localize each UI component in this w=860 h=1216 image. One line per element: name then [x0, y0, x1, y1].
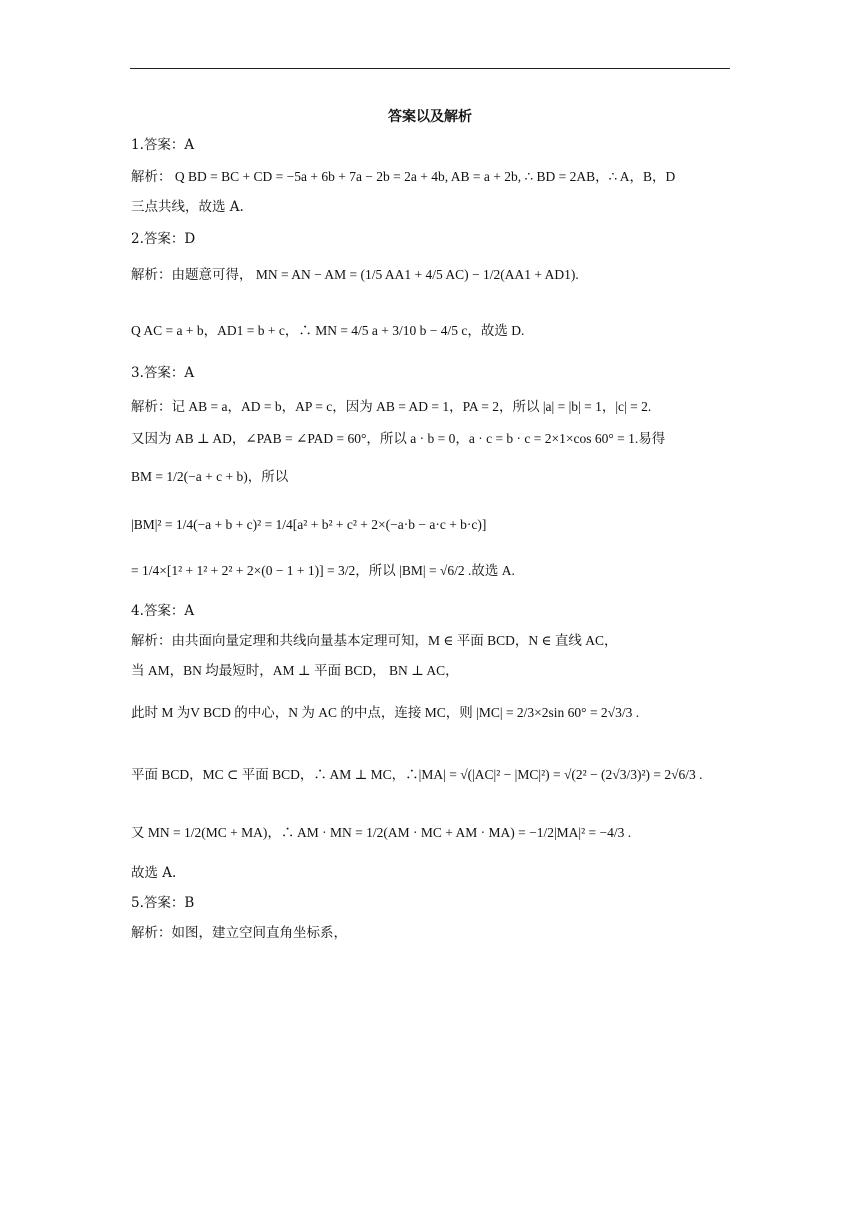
q1-solution-line1 [131, 168, 675, 186]
q2-line1-equation: MN = AN − AM = (1/5 AA1 + 4/5 AC) − 1/2(AA1 + AD1). [255, 267, 579, 282]
page-title: 答案以及解析 [388, 109, 472, 125]
q1-equation: Q BD = BC + CD = −5a + 6b + 7a − 2b = 2a + 4b, AB = a + 2b, ∴ BD = 2AB [174, 169, 596, 184]
q1-solution-line2: 三点共线，故选 A. [131, 199, 244, 215]
q2-solution-line2 [131, 322, 524, 340]
q3-solution-line1: 解析：记 AB = a，AD = b，AP = c，因为 AB = AD = 1，PA = 2，所以 |a| = |b| = 1，|c| = 2. [131, 399, 652, 414]
q2-solution-line1 [131, 266, 579, 284]
q4-solution-line4: 平面 BCD，MC ⊂ 平面 BCD，∴ AM ⊥ MC，∴|MA| = √(|AC|² − |MC|²) = √(2² − (2√3/3)²) = 2√6/3 . [131, 767, 703, 782]
header-rule [130, 68, 730, 69]
q3-line5-tail: ，所以 |BM| = √6/2 .故选 A. [355, 563, 515, 578]
q3-line3-tail: ，所以 [247, 469, 289, 484]
q3-line5-equation: = 1/4×[1² + 1² + 2² + 2×(0 − 1 + 1)] = 3/2 [131, 563, 356, 578]
q3-solution-line2: 又因为 AB ⊥ AD，∠PAB = ∠PAD = 60°，所以 a · b = 0，a · c = b · c = 2×1×cos 60° = 1.易得 [131, 431, 666, 446]
q4-solution-line5: 又 MN = 1/2(MC + MA)，∴ AM · MN = 1/2(AM · MC + AM · MA) = −1/2|MA|² = −4/3 . [131, 825, 632, 840]
q2-line2-equation: Q AC = a + b，AD1 = b + c，∴ MN = 4/5 a + 3/10 b − 4/5 c [131, 323, 468, 338]
q4-solution-line2: 当 AM，BN 均最短时，AM ⊥ 平面 BCD， BN ⊥ AC， [131, 663, 459, 678]
q3-solution-line3 [131, 468, 288, 486]
q5-answer: 5.答案：B [131, 895, 195, 911]
q4-solution-line3: 此时 M 为V BCD 的中心，N 为 AC 的中点，连接 MC，则 |MC| = 2/3×2sin 60° = 2√3/3 . [131, 705, 640, 720]
q3-solution-line4: |BM|² = 1/4(−a + b + c)² = 1/4[a² + b² + c² + 2×(−a·b − a·c + b·c)] [131, 517, 487, 532]
q3-solution-line5 [131, 562, 515, 580]
q2-line2-tail: ，故选 D. [467, 323, 525, 338]
q2-answer: 2.答案：D [131, 231, 196, 247]
q1-answer: 1.答案：A [131, 137, 195, 153]
q4-solution-line1: 解析：由共面向量定理和共线向量基本定理可知，M ∈ 平面 BCD，N ∈ 直线 AC， [131, 633, 618, 648]
q3-answer: 3.答案：A [131, 365, 195, 381]
q5-solution-line1: 解析：如图，建立空间直角坐标系， [131, 925, 347, 941]
q3-line3-equation: BM = 1/2(−a + c + b) [131, 469, 248, 484]
q4-answer: 4.答案：A [131, 603, 195, 619]
q1-tail1: ，∴ A，B，D [595, 169, 676, 184]
q4-solution-line6: 故选 A. [131, 865, 177, 881]
q1-label: 解析： [131, 169, 172, 184]
q2-line1-text: 解析：由题意可得， [131, 267, 253, 282]
